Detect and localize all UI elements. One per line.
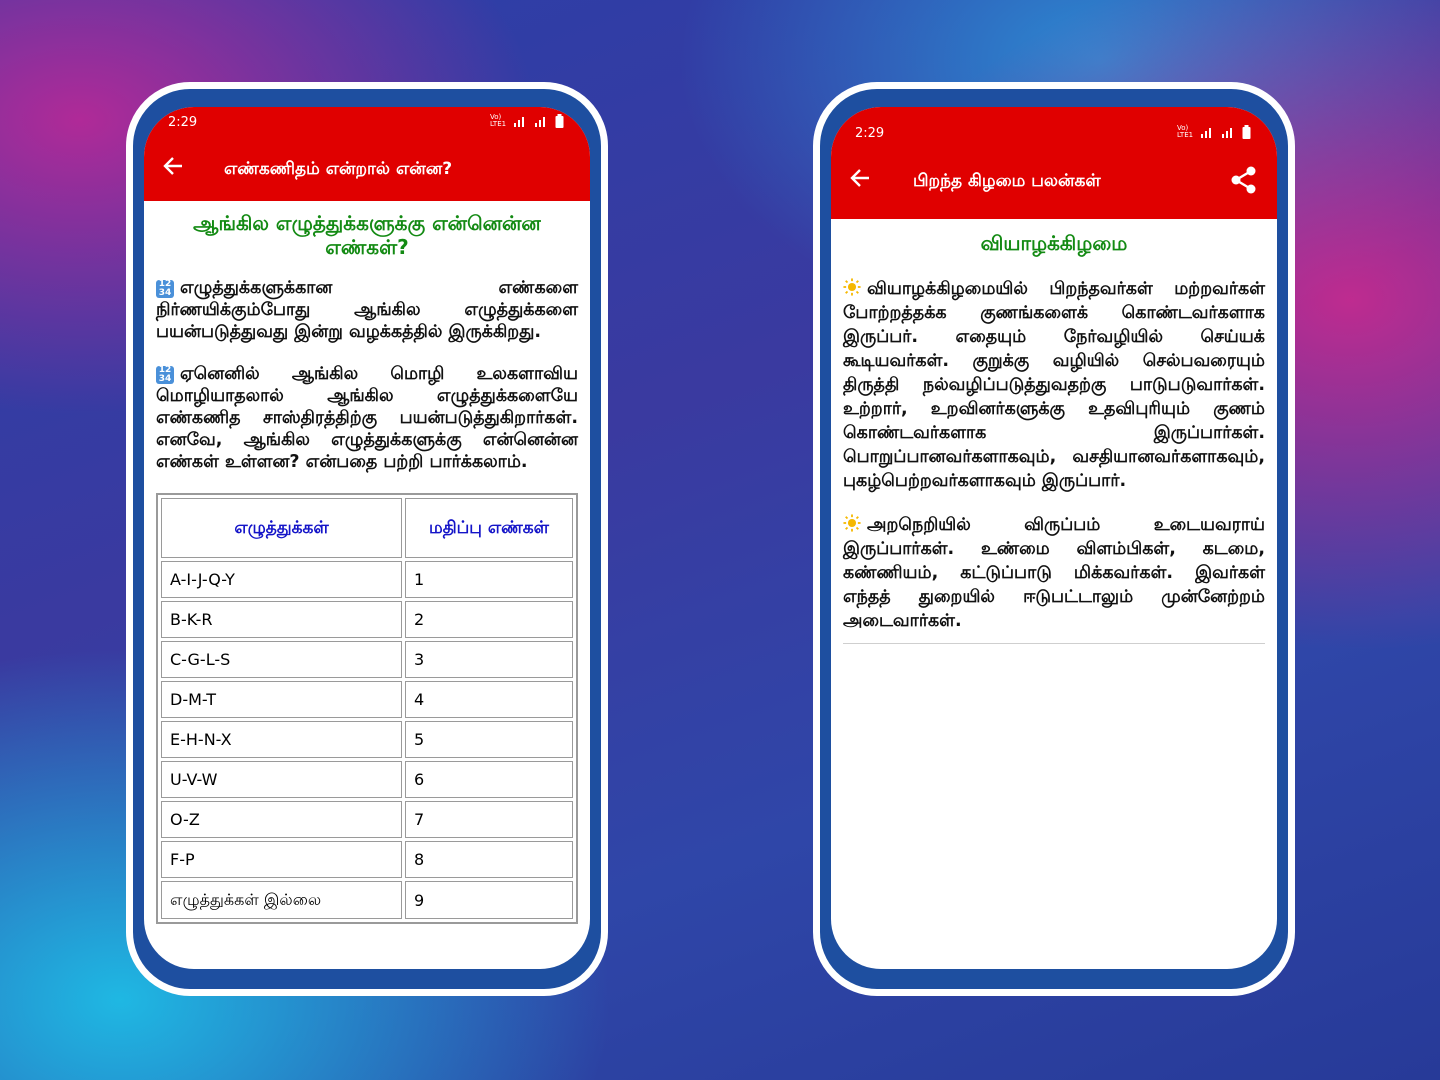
letters-cell: எழுத்துக்கள் இல்லை [161,881,402,919]
letters-cell: B-K-R [161,601,402,638]
status-bar [831,107,1277,153]
volte-label: Vo) LTE1 [1177,124,1194,139]
signal-icon [1200,126,1214,138]
left-app-bar [144,107,590,201]
paragraph-text: அறநெறியில் விருப்பம் உடையவராய் இருப்பார்கள். உண்மை விளம்பிகள், கடமை, கண்ணியம், கட்டுப்பாடு மிக்கவர்கள். இவர்கள் எந்தத் துறையில் ஈடுபட்டாலும் முன்னேற்றம் அடைவார்கள். [843,515,1265,631]
value-cell: 3 [405,641,573,678]
article-paragraph [156,363,578,473]
back-arrow-icon[interactable] [849,167,871,193]
table-row [161,721,573,758]
article-heading: வியாழக்கிழமை [980,231,1128,255]
signal-icon [534,115,548,127]
article-content [144,211,590,924]
value-cell: 5 [405,721,573,758]
left-phone-screen [144,107,590,969]
value-cell: 6 [405,761,573,798]
table-row [161,601,573,638]
value-cell: 4 [405,681,573,718]
table-row [161,761,573,798]
column-header-letters: எழுத்துக்கள் [161,498,402,558]
volte-label: Vo) LTE1 [490,113,507,128]
article-paragraph [843,277,1265,493]
system-icons [1177,125,1251,139]
sun-emoji-icon [843,514,861,532]
table-row [161,801,573,838]
value-cell: 2 [405,601,573,638]
input-numbers-emoji-icon: 12 34 [156,366,174,384]
right-app-bar [831,107,1277,219]
table-row [161,681,573,718]
share-icon[interactable] [1229,165,1259,195]
status-time: 2:29 [168,115,198,130]
signal-icon [513,115,527,127]
letters-cell: F-P [161,841,402,878]
table-row [161,641,573,678]
battery-icon [1242,125,1251,139]
article-paragraph [843,513,1265,633]
left-phone-frame [126,82,608,996]
table-row [161,841,573,878]
battery-icon [555,114,564,128]
sun-emoji-icon [843,278,861,296]
letter-number-table [156,493,578,924]
table-header-row [161,498,573,558]
value-cell: 7 [405,801,573,838]
toolbar [144,141,590,201]
status-time: 2:29 [855,126,885,141]
content-divider [843,643,1265,644]
status-bar [144,107,590,141]
letters-cell: D-M-T [161,681,402,718]
letters-cell: C-G-L-S [161,641,402,678]
right-phone-frame [813,82,1295,996]
letters-cell: U-V-W [161,761,402,798]
right-phone-screen [831,107,1277,969]
input-numbers-emoji-icon: 12 34 [156,280,174,298]
table-row [161,881,573,919]
system-icons [490,114,564,128]
toolbar [831,153,1277,219]
letters-cell: E-H-N-X [161,721,402,758]
paragraph-text: ஏனெனில் ஆங்கில மொழி உலகளாவிய மொழியாதலால் ஆங்கில எழுத்துக்களையே எண்கணித சாஸ்திரத்திற்கு பயன்படுத்துகிறார்கள். எனவே, ஆங்கில எழுத்துக்களுக்கு என்னென்ன எண்கள் உள்ளன? என்பதை பற்றி பார்க்கலாம். [156,364,578,472]
paragraph-text: எழுத்துக்களுக்கான எண்களை நிர்ணயிக்கும்போது ஆங்கில எழுத்துக்களை பயன்படுத்துவது இன்று வழக்கத்தில் இருக்கிறது. [156,278,578,342]
letters-cell: A-I-J-Q-Y [161,561,402,598]
value-cell: 1 [405,561,573,598]
column-header-values: மதிப்பு எண்கள் [405,498,573,558]
page-title: எண்கணிதம் என்றால் என்ன? [224,159,453,179]
article-paragraph [156,277,578,343]
value-cell: 8 [405,841,573,878]
page-title: பிறந்த கிழமை பலன்கள் [913,171,1101,191]
article-content [831,231,1277,644]
letters-cell: O-Z [161,801,402,838]
table-row [161,561,573,598]
article-heading: ஆங்கில எழுத்துக்களுக்கு என்னென்ன எண்கள்? [193,211,541,259]
signal-icon [1221,126,1235,138]
back-arrow-icon[interactable] [162,155,184,181]
paragraph-text: வியாழக்கிழமையில் பிறந்தவர்கள் மற்றவர்கள் போற்றத்தக்க குணங்களைக் கொண்டவர்களாக இருப்பர். எதையும் நேர்வழியில் செய்யக் கூடியவர்கள். குறுக்கு வழியில் செல்பவரையும் திருத்தி நல்வழிப்படுத்துவதற்கு பாடுபடுவார்கள். உற்றார், உறவினர்களுக்கு உதவிபுரியும் குணம் கொண்டவர்களாக இருப்பார்கள். பொறுப்பானவர்களாகவும், வசதியானவர்களாகவும், புகழ்பெற்றவர்களாகவும் இருப்பார். [843,279,1265,491]
value-cell: 9 [405,881,573,919]
